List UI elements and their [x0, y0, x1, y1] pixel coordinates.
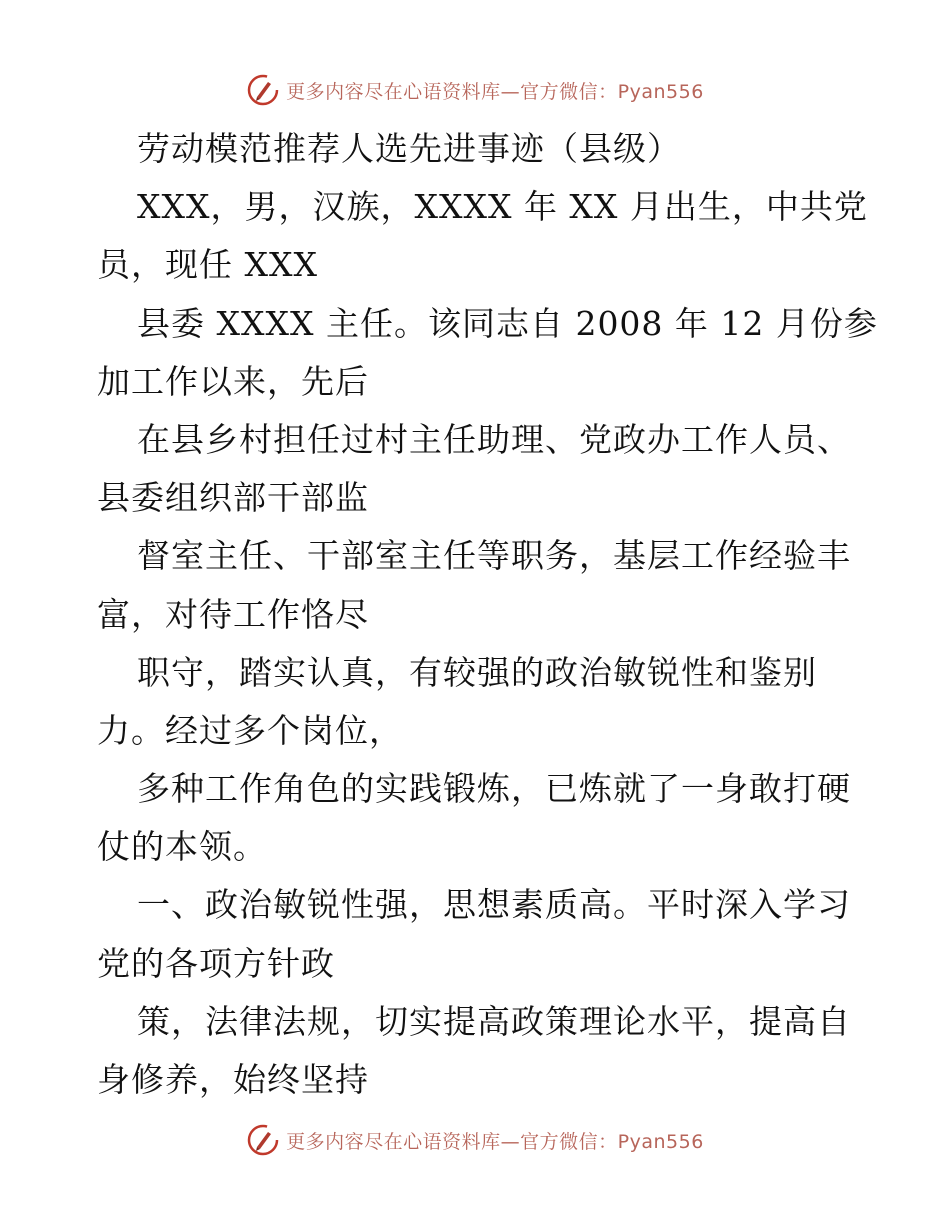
text-line: 劳动模范推荐人选先进事迹（县级） — [137, 129, 681, 168]
text-line: 县委 XXXX 主任。该同志自 2008 年 12 月份参 — [137, 303, 878, 343]
seal-pen-icon — [246, 73, 280, 107]
text-line: 策，法律法规，切实提高政策理论水平，提高自 — [137, 1001, 851, 1041]
banner-text: 更多内容尽在心语资料库—官方微信：Pyan556 — [286, 80, 704, 103]
seal-pen-icon — [246, 1123, 280, 1157]
text-line: 督室主任、干部室主任等职务，基层工作经验丰 — [137, 536, 851, 576]
text-line: 职守，踏实认真，有较强的政治敏锐性和鉴别 — [137, 652, 817, 692]
text-line: 县委组织部干部监 — [97, 478, 369, 518]
text-line: XXX，男，汉族，XXXX 年 XX 月出生，中共党 — [137, 187, 868, 227]
document-body — [97, 120, 878, 1109]
text-line: 身修养，始终坚持 — [97, 1060, 369, 1099]
text-line: 一、政治敏锐性强，思想素质高。平时深入学习 — [137, 885, 851, 925]
footer-banner — [0, 1120, 950, 1160]
banner-text: 更多内容尽在心语资料库—官方微信：Pyan556 — [286, 1130, 704, 1153]
text-line: 力。经过多个岗位， — [97, 710, 403, 750]
text-line: 在县乡村担任过村主任助理、党政办工作人员、 — [137, 419, 851, 459]
text-line: 仗的本领。 — [97, 827, 267, 867]
header-banner — [0, 70, 950, 110]
text-line: 党的各项方针政 — [97, 943, 335, 983]
text-line: 加工作以来，先后 — [97, 361, 369, 401]
text-line: 富，对待工作恪尽 — [97, 594, 369, 634]
text-line: 员，现任 XXX — [97, 245, 318, 285]
text-line: 多种工作角色的实践锻炼，已炼就了一身敢打硬 — [137, 769, 851, 809]
